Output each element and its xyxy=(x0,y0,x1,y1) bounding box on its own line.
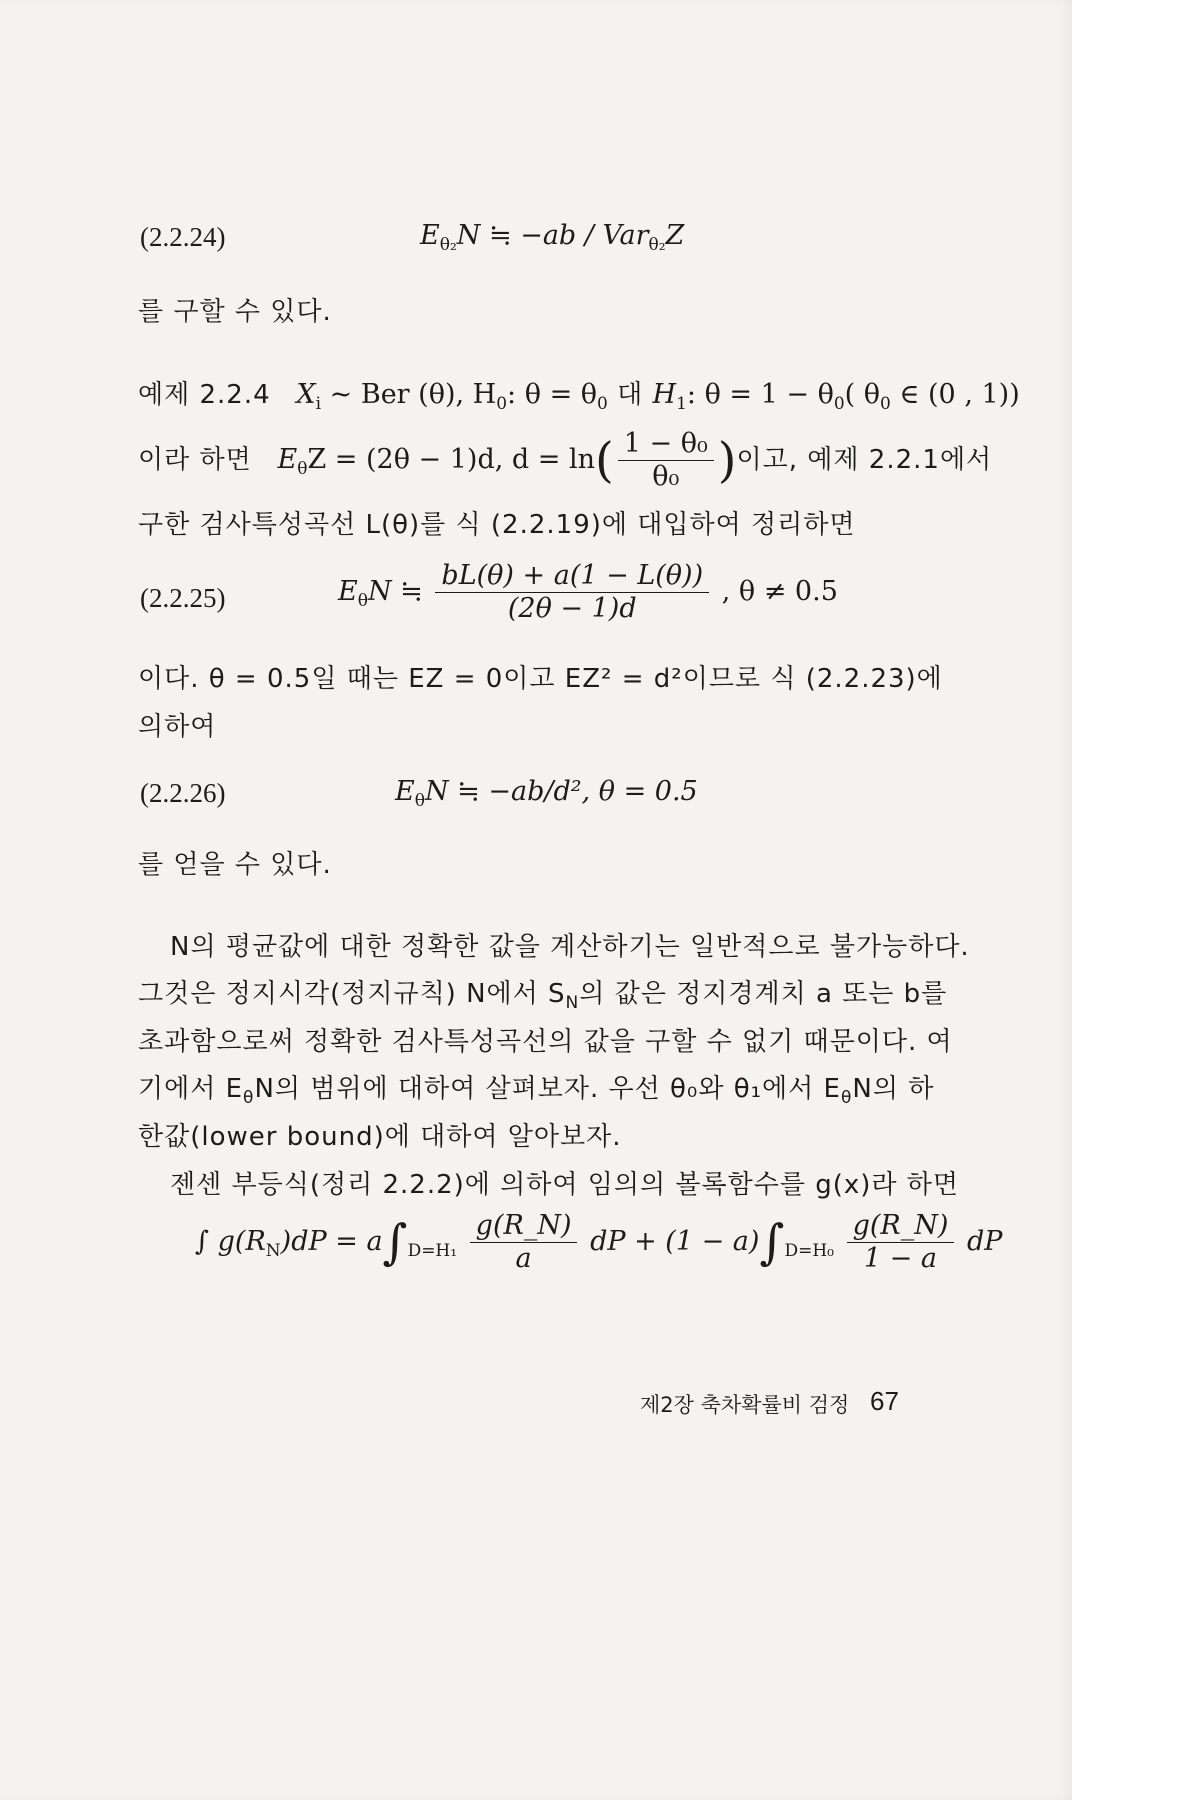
chapter-footer: 제2장 축차확률비 검정 xyxy=(640,1393,850,1417)
paragraph-line: 한값(lower bound)에 대하여 알아보자. xyxy=(138,1122,622,1152)
text-line: 이다. θ = 0.5일 때는 EZ = 0이고 EZ² = d²이므로 식 (2.2.23)에 xyxy=(138,664,943,694)
equation-number: (2.2.24) xyxy=(140,222,226,252)
page-number: 67 xyxy=(870,1386,899,1416)
fraction: $\frac{bL(\theta) + a(1 - L(\theta))}{(2\theta - 1)d}$ xyxy=(435,560,709,625)
paragraph-line: 기에서 $E_\theta N$의 범위에 대하여 살펴보자. 우선 θ₀와 θ₁에서 $E_\theta N$의 하 xyxy=(138,1074,935,1108)
equation-number: (2.2.26) xyxy=(140,778,226,808)
text-line: 의하여 xyxy=(138,712,217,742)
example-statement: 예제 2.2.4 $X_i$ ~ Ber (θ), $H_0$: $\theta = \theta_0$ 대 $H_1$: $\theta = 1 - \theta_0$( $\theta_0$ ∈ (0 , 1)) xyxy=(138,379,1020,414)
text-line: 구한 검사특성곡선 L(θ)를 식 (2.2.19)에 대입하여 정리하면 xyxy=(138,510,856,540)
fraction: $\frac{g(R\_N)}{1 - a}$ xyxy=(847,1210,955,1275)
text-line: 를 얻을 수 있다. xyxy=(138,850,332,880)
paragraph-line: 그것은 정지시각(정지규칙) N에서 $S_N$의 값은 정지경계치 a 또는 b를 xyxy=(138,979,948,1013)
equation-2-2-24: $E_{\theta_2}N$ ≒ −ab / Var$_{\theta_2}$Z xyxy=(420,220,685,255)
paragraph-line: 초과함으로써 정확한 검사특성곡선의 값을 구할 수 없기 때문이다. 여 xyxy=(138,1027,953,1057)
equation-2-2-26: $E_\theta N$ ≒ −ab/d², θ = 0.5 xyxy=(395,776,698,811)
fraction: $\frac{g(R\_N)}{a}$ xyxy=(470,1210,578,1275)
paragraph-line: N의 평균값에 대한 정확한 값을 계산하기는 일반적으로 불가능하다. xyxy=(170,932,970,962)
equation-number: (2.2.25) xyxy=(140,583,226,613)
text-line-with-fraction: 이라 하면 $E_\theta Z = (2\theta - 1)d$, d = ln( $\frac{\text{1 − θ₀}}{\text{θ₀}}$ )이고, 예제 2.2.1에서 xyxy=(138,428,993,492)
equation-jensen: ∫ $g(R_N)dP = a\int_{D=H_1}$ $\frac{g(R\_N)}{a}$ dP + $(1 - a)\int_{D=H_0}$ $\frac{g(R\_N)}{1 - a}$ dP xyxy=(195,1210,1003,1274)
equation-2-2-25: $E_\theta N$ ≒ $\frac{bL(\theta) + a(1 - L(\theta))}{(2\theta - 1)d}$ , θ ≠ 0.5 xyxy=(338,560,838,624)
paragraph-line: 젠센 부등식(정리 2.2.2)에 의하여 임의의 볼록함수를 g(x)라 하면 xyxy=(170,1170,960,1200)
fraction: $\frac{\text{1 − θ₀}}{\text{θ₀}}$ xyxy=(618,428,714,493)
text-line: 를 구할 수 있다. xyxy=(138,297,332,327)
